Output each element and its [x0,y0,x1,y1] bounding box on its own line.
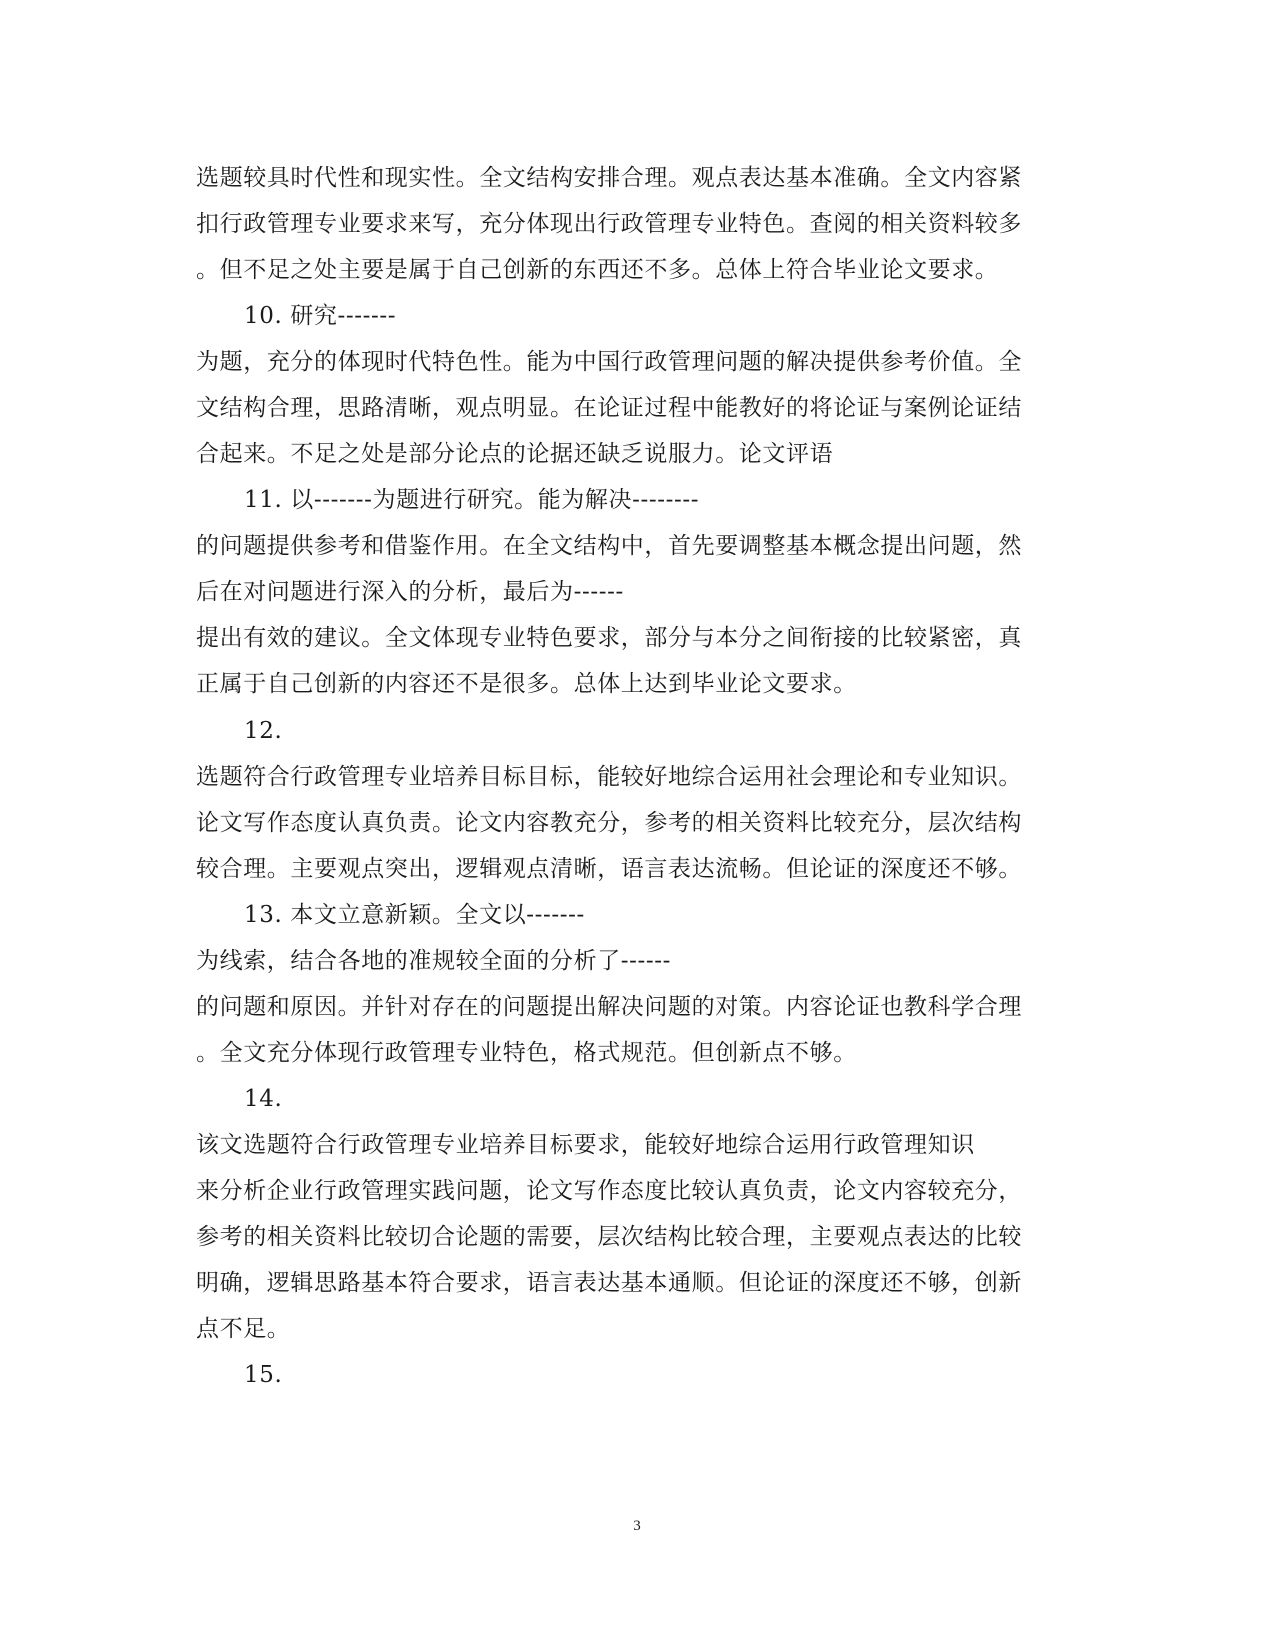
paragraph-line: 该文选题符合行政管理专业培养目标要求，能较好地综合运用行政管理知识 [196,1132,975,1158]
paragraph-line: 参考的相关资料比较切合论题的需要，层次结构比较合理，主要观点表达的比较 [196,1224,1022,1250]
paragraph-line: 点不足。 [196,1316,291,1342]
paragraph-line: 后在对问题进行深入的分析，最后为------ [196,579,624,605]
paragraph-line: 。全文充分体现行政管理专业特色，格式规范。但创新点不够。 [196,1040,857,1066]
paragraph-line: 明确，逻辑思路基本符合要求，语言表达基本通顺。但论证的深度还不够，创新 [196,1270,1022,1296]
paragraph-line: 的问题提供参考和借鉴作用。在全文结构中，首先要调整基本概念提出问题，然 [196,533,1022,559]
paragraph-line: 为线索，结合各地的准规较全面的分析了------ [196,948,672,974]
paragraph-line: 选题较具时代性和现实性。全文结构安排合理。观点表达基本准确。全文内容紧 [196,165,1022,191]
item-heading-11: 11. 以-------为题进行研究。能为解决-------- [244,487,700,513]
paragraph-line: 。但不足之处主要是属于自己创新的东西还不多。总体上符合毕业论文要求。 [196,257,999,283]
paragraph-line: 论文写作态度认真负责。论文内容教充分，参考的相关资料比较充分，层次结构 [196,810,1022,836]
item-heading-10: 10. 研究------- [244,303,397,329]
paragraph-line: 正属于自己创新的内容还不是很多。总体上达到毕业论文要求。 [196,671,857,697]
paragraph-line: 为题，充分的体现时代特色性。能为中国行政管理问题的解决提供参考价值。全 [196,349,1022,375]
paragraph-line: 的问题和原因。并针对存在的问题提出解决问题的对策。内容论证也教科学合理 [196,994,1022,1020]
paragraph-line: 扣行政管理专业要求来写，充分体现出行政管理专业特色。查阅的相关资料较多 [196,211,1022,237]
item-heading-15: 15. [244,1362,283,1388]
item-heading-14: 14. [244,1086,283,1112]
paragraph-line: 文结构合理，思路清晰，观点明显。在论证过程中能教好的将论证与案例论证结 [196,395,1022,421]
paragraph-line: 较合理。主要观点突出，逻辑观点清晰，语言表达流畅。但论证的深度还不够。 [196,856,1022,882]
item-heading-13: 13. 本文立意新颖。全文以------- [244,902,585,928]
paragraph-line: 提出有效的建议。全文体现专业特色要求，部分与本分之间衔接的比较紧密，真 [196,625,1022,651]
item-heading-12: 12. [244,718,283,744]
paragraph-line: 选题符合行政管理专业培养目标目标，能较好地综合运用社会理论和专业知识。 [196,764,1022,790]
page-number: 3 [633,1518,641,1534]
paragraph-line: 来分析企业行政管理实践问题，论文写作态度比较认真负责，论文内容较充分， [196,1178,1022,1204]
paragraph-line: 合起来。不足之处是部分论点的论据还缺乏说服力。论文评语 [196,441,834,467]
